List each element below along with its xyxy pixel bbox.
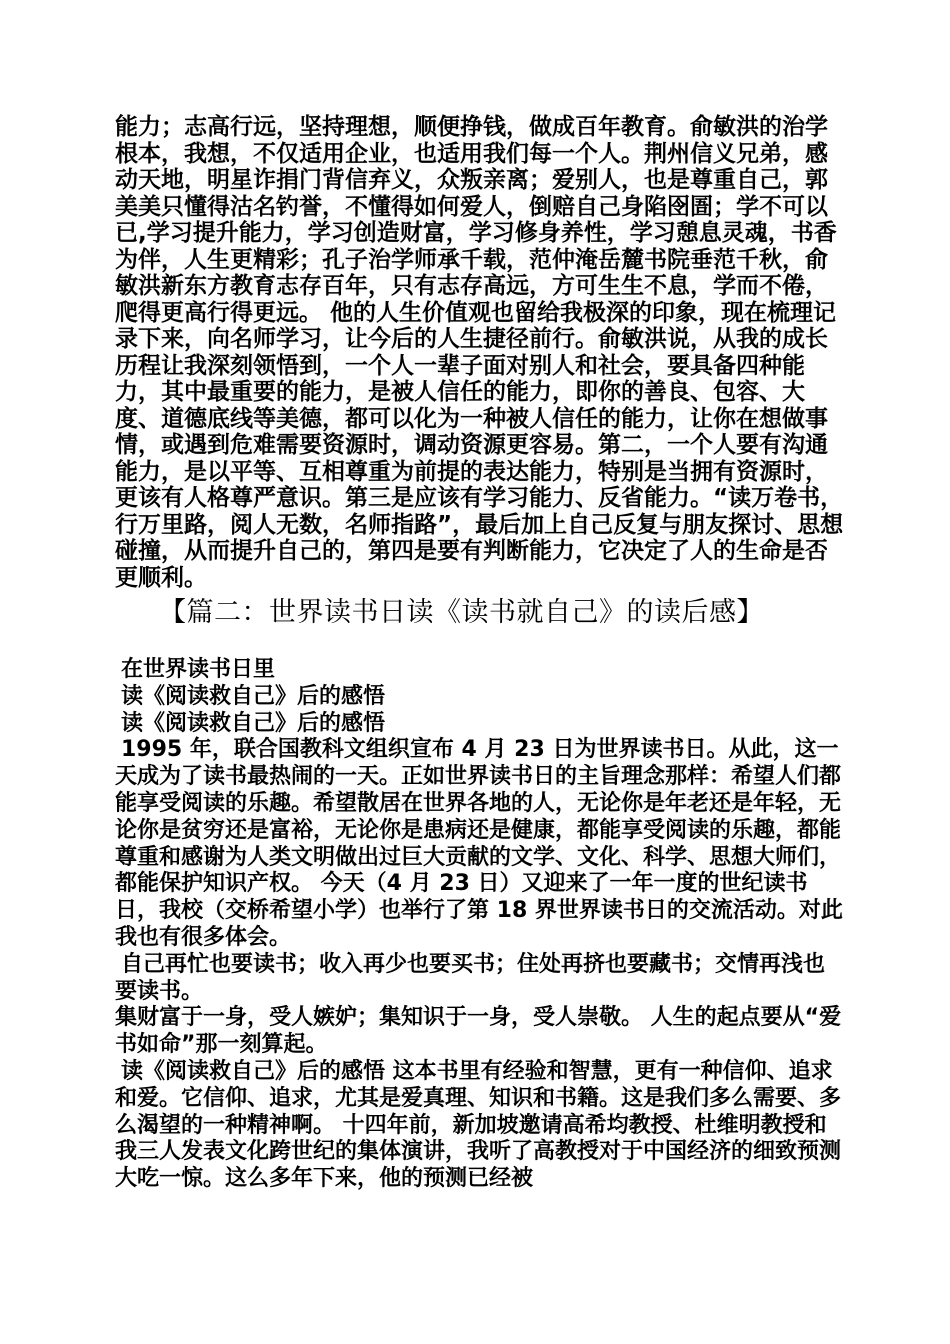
body-paragraph-5: 读《阅读救自己》后的感悟 这本书里有经验和智慧，更有一种信仰、追求和爱。它信仰、追求，尤其是爱真理、知识和书籍。这是我们多么需要、多么渴望的一种精神啊。 十四年前，新加坡邀请高希均教授、杜维明教授和我三人发表文化跨世纪的集体演讲，我听了高教授对于中国经济的细致预测大吃一惊。这么多年下来，他的预测已经被: [115, 1058, 842, 1192]
subtitle-line-2: 读《阅读救自己》后的感悟: [121, 710, 386, 736]
section-heading: 【篇二：世界读书日读《读书就自己》的读后感】: [159, 597, 764, 628]
body-paragraph-4: 集财富于一身，受人嫉妒；集知识于一身，受人崇敬。 人生的起点要从“爱书如命”那一刻算起。: [115, 1005, 842, 1058]
document-page: [115, 114, 845, 1193]
spacer: [115, 633, 845, 657]
subtitle-line-1: 读《阅读救自己》后的感悟: [121, 683, 386, 709]
body-paragraph-2: 1995 年，联合国教科文组织宣布 4 月 23 日为世界读书日。从此，这一天成为了读书最热闹的一天。正如世界读书日的主旨理念那样：希望人们都能享受阅读的乐趣。希望散居在世界各地的人，无论你是年老还是年轻，无论你是贫穷还是富裕，无论你是患病还是健康，都能享受阅读的乐趣，都能尊重和感谢为人类文明做出过巨大贡献的文学、文化、科学、思想大师们，都能保护知识产权。 今天（4 月 23 日）又迎来了一年一度的世纪读书日，我校（交桥希望小学）也举行了第 18 界世界读书日的交流活动。对此我也有很多体会。: [115, 737, 843, 950]
world-reading-day-line: 在世界读书日里: [121, 657, 276, 682]
body-paragraph-3: 自己再忙也要读书；收入再少也要买书；住处再挤也要藏书；交情再浅也要读书。: [115, 951, 826, 1004]
body-paragraph-1: 能力；志高行远，坚持理想，顺便挣钱，做成百年教育。俞敏洪的治学根本，我想，不仅适用企业，也适用我们每一个人。荆州信义兄弟，感动天地，明星诈捐门背信弃义，众叛亲离；爱别人，也是尊重自己，郭美美只懂得沽名钓誉，不懂得如何爱人，倒赔自己身陷囹圄；学不可以已,学习提升能力，学习创造财富，学习修身养性，学习憩息灵魂，书香为伴，人生更精彩；孔子治学师承千载，范仲淹岳麓书院垂范千秋，俞敏洪新东方教育志存百年，只有志存高远，方可生生不息，学而不倦，爬得更高行得更远。 他的人生价值观也留给我极深的印象，现在梳理记录下来，向名师学习，让今后的人生捷径前行。俞敏洪说，从我的成长历程让我深刻领悟到，一个人一辈子面对别人和社会，要具备四种能力，其中最重要的能力，是被人信任的能力，即你的善良、包容、大度、道德底线等美德，都可以化为一种被人信任的能力，让你在想做事情，或遇到危难需要资源时，调动资源更容易。第二，一个人要有沟通能力，是以平等、互相尊重为前提的表达能力，特别是当拥有资源时，更该有人格尊严意识。第三是应该有学习能力、反省能力。“读万卷书，行万里路，阅人无数，名师指路”，最后加上自己反复与朋友探讨、思想碰撞，从而提升自己的，第四是要有判断能力，它决定了人的生命是否更顺利。: [115, 114, 844, 591]
